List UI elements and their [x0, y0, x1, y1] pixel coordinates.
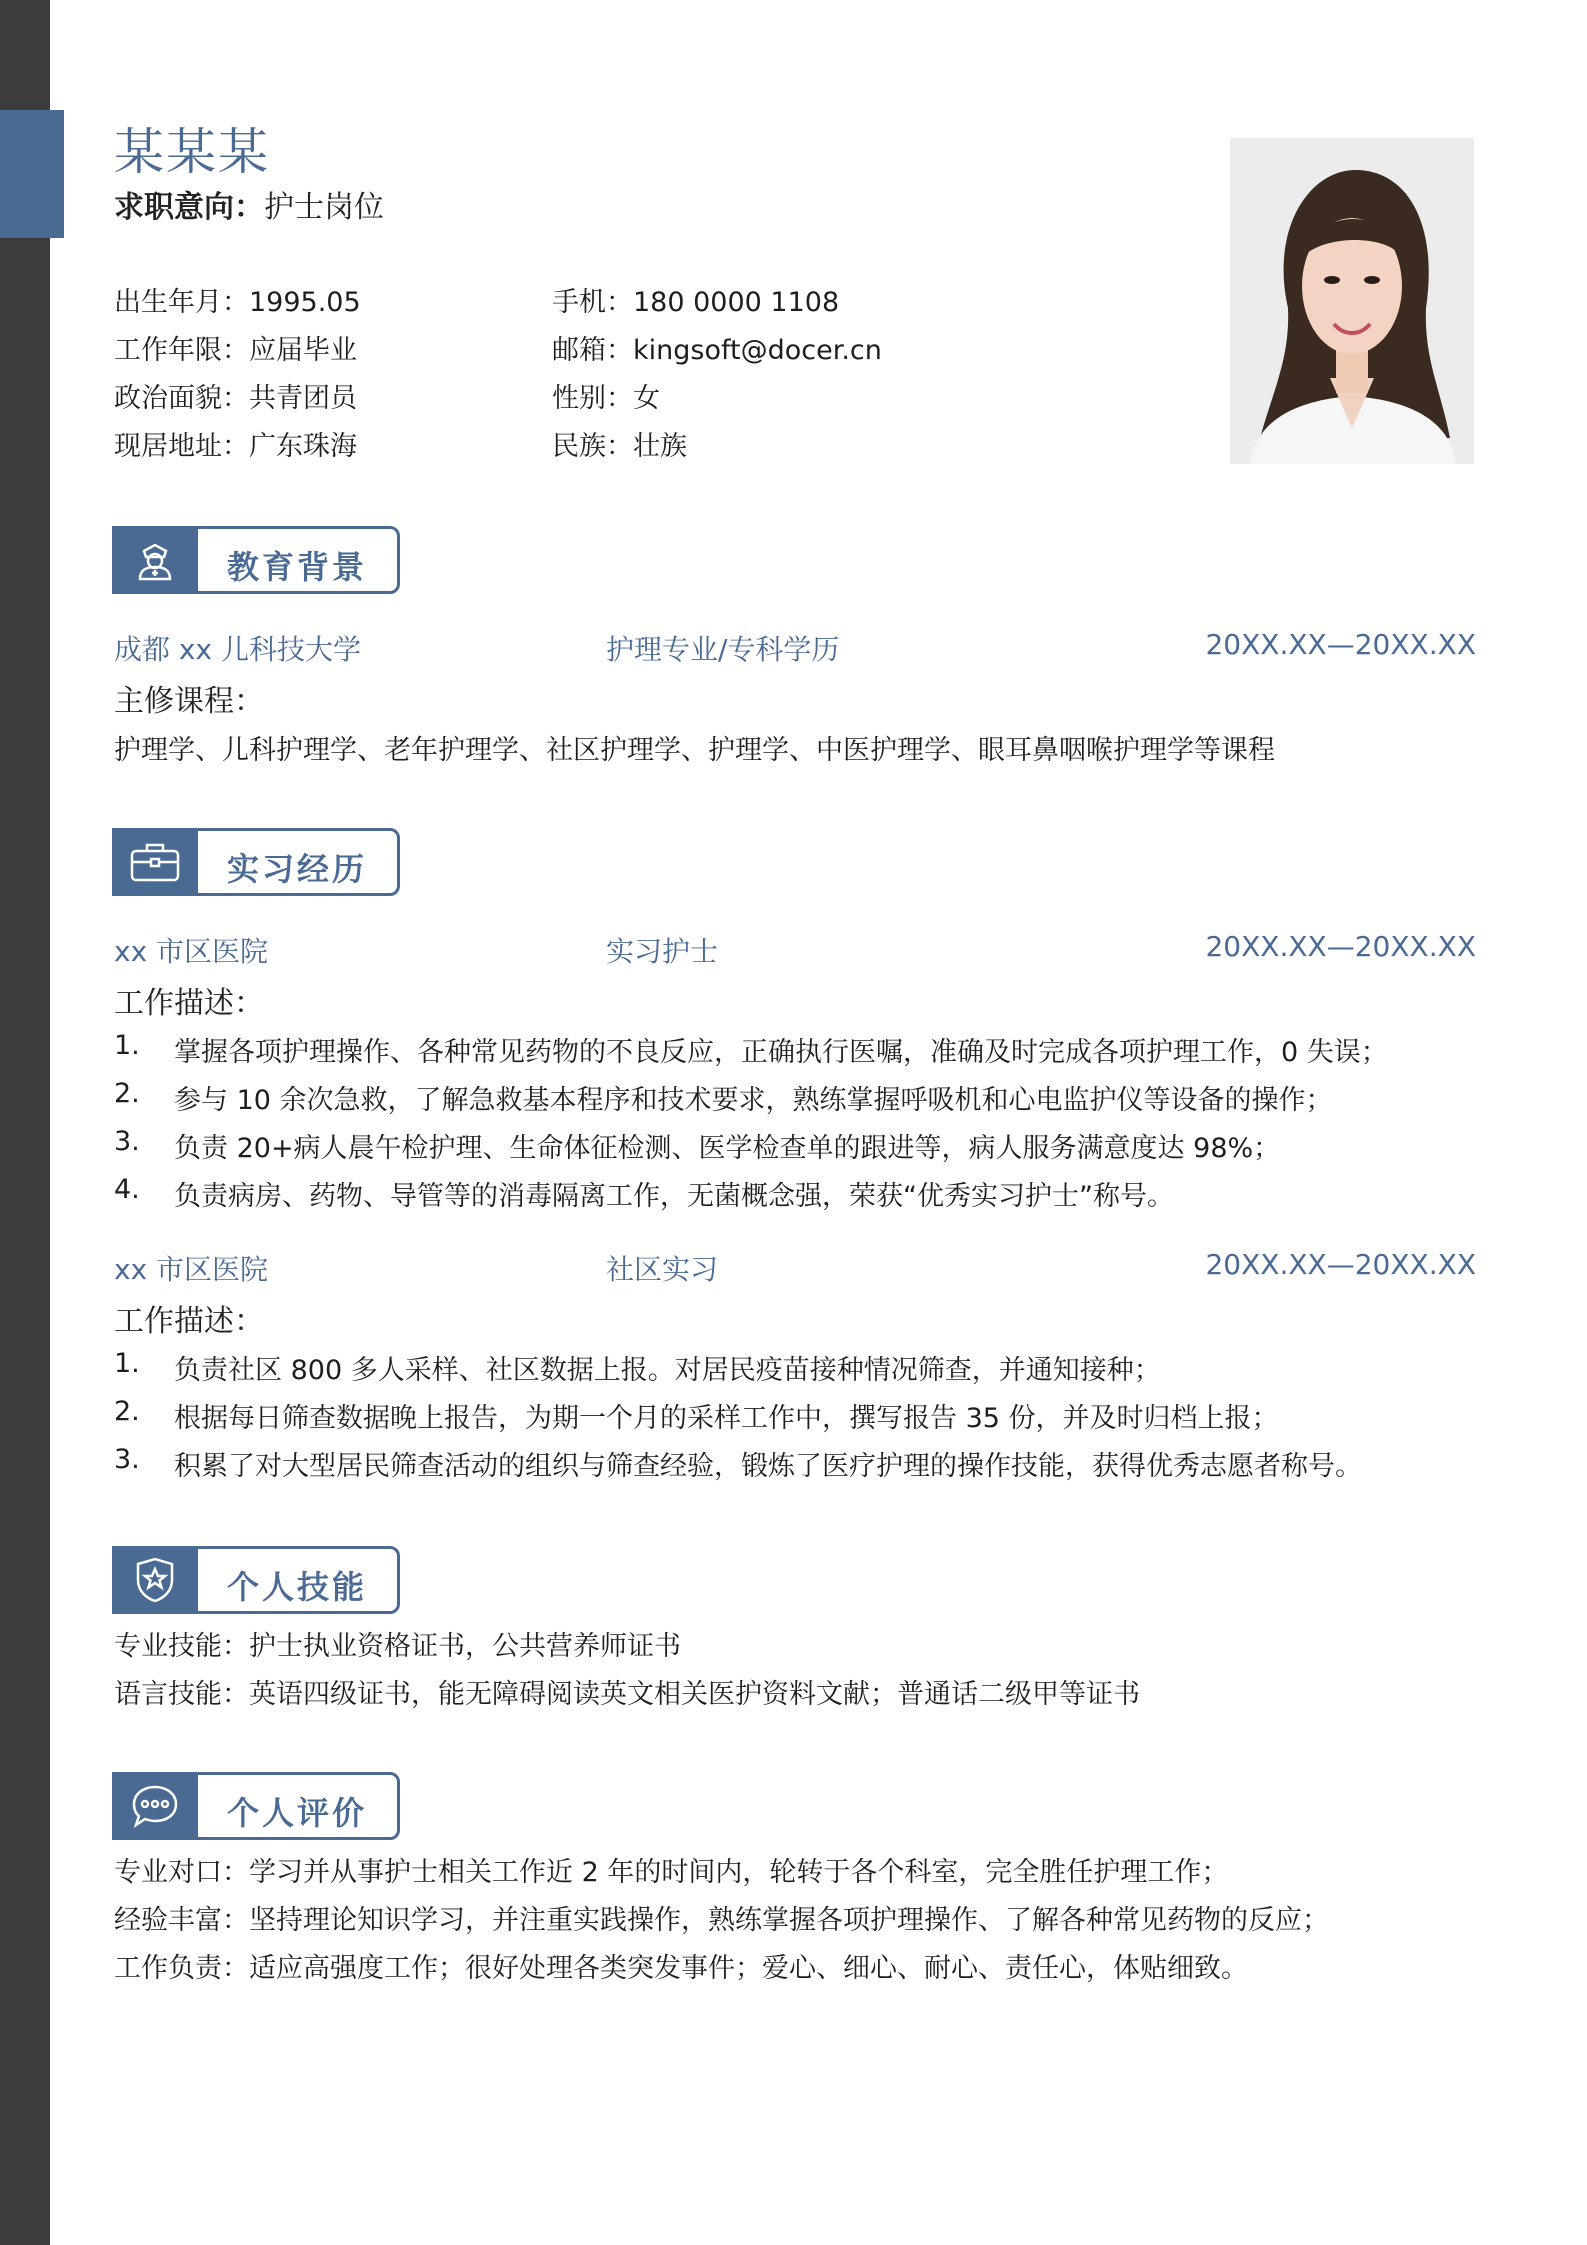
job-org: xx 市区医院 [114, 935, 269, 968]
section-header-skills [112, 1546, 400, 1614]
job-desc-label: 工作描述： [114, 1304, 264, 1339]
list-number: 2. [114, 1396, 140, 1427]
education-major: 护理专业/专科学历 [606, 633, 840, 666]
star-shield-icon [112, 1546, 198, 1614]
list-number: 1. [114, 1030, 140, 1061]
list-text: 负责病房、药物、导管等的消毒隔离工作，无菌概念强，荣获“优秀实习护士”称号。 [174, 1181, 1174, 1212]
skill-language: 语言技能：英语四级证书，能无障碍阅读英文相关医护资料文献；普通话二级甲等证书 [114, 1679, 1140, 1710]
job-intent [114, 182, 384, 226]
list-text: 积累了对大型居民筛查活动的组织与筛查经验，锻炼了医疗护理的操作技能，获得优秀志愿者称号。 [174, 1451, 1362, 1482]
skill-professional: 专业技能：护士执业资格证书，公共营养师证书 [114, 1631, 681, 1662]
list-text: 负责社区 800 多人采样、社区数据上报。对居民疫苗接种情况筛查，并通知接种； [174, 1355, 1161, 1386]
education-school: 成都 xx 儿科技大学 [114, 633, 361, 666]
chat-bubble-icon [112, 1772, 198, 1840]
nurse-icon [112, 526, 198, 594]
section-header-education [112, 526, 400, 594]
info-phone[interactable]: 手机：180 0000 1108 [552, 287, 840, 318]
section-title-internship: 实习经历 [227, 850, 368, 888]
job-intent-label: 求职意向： [114, 190, 264, 225]
list-number: 3. [114, 1126, 140, 1157]
list-number: 2. [114, 1078, 140, 1109]
courses-label: 主修课程： [114, 684, 264, 719]
info-address: 现居地址：广东珠海 [114, 431, 357, 462]
courses-text: 护理学、儿科护理学、老年护理学、社区护理学、护理学、中医护理学、眼耳鼻咽喉护理学等课程 [114, 735, 1275, 766]
job-period: 20XX.XX—20XX.XX [1205, 1248, 1476, 1281]
list-text: 根据每日筛查数据晚上报告，为期一个月的采样工作中，撰写报告 35 份，并及时归档上报； [174, 1403, 1279, 1434]
job-intent-value: 护士岗位 [264, 190, 384, 225]
section-title-skills: 个人技能 [227, 1568, 368, 1606]
job-duty-list [114, 1348, 1494, 1492]
list-item [114, 1126, 1494, 1174]
list-item [114, 1396, 1494, 1444]
header-accent-block [0, 110, 64, 238]
list-item [114, 1444, 1494, 1492]
job-role: 社区实习 [606, 1253, 719, 1286]
evaluation-item: 专业对口：学习并从事护士相关工作近 2 年的时间内，轮转于各个科室，完全胜任护理工作； [114, 1857, 1229, 1888]
list-number: 3. [114, 1444, 140, 1475]
job-desc-label: 工作描述： [114, 986, 264, 1021]
list-item [114, 1348, 1494, 1396]
info-gender: 性别：女 [552, 383, 660, 414]
section-title-evaluation: 个人评价 [227, 1794, 368, 1832]
evaluation-item: 经验丰富：坚持理论知识学习，并注重实践操作，熟练掌握各项护理操作、了解各种常见药物的反应； [114, 1905, 1329, 1936]
job-duty-list [114, 1030, 1494, 1222]
briefcase-icon [112, 828, 198, 896]
evaluation-item: 工作负责：适应高强度工作；很好处理各类突发事件；爱心、细心、耐心、责任心，体贴细致。 [114, 1953, 1248, 1984]
section-title-education: 教育背景 [227, 548, 368, 586]
info-email[interactable]: 邮箱：kingsoft@docer.cn [552, 335, 882, 366]
section-header-internship [112, 828, 400, 896]
list-item [114, 1174, 1494, 1222]
info-politics: 政治面貌：共青团员 [114, 383, 357, 414]
job-role: 实习护士 [606, 935, 719, 968]
info-ethnicity: 民族：壮族 [552, 431, 687, 462]
list-item [114, 1030, 1494, 1078]
education-period: 20XX.XX—20XX.XX [1205, 628, 1476, 661]
candidate-name: 某某某 [114, 123, 270, 181]
list-number: 1. [114, 1348, 140, 1379]
list-text: 掌握各项护理操作、各种常见药物的不良反应，正确执行医嘱，准确及时完成各项护理工作，0 失误； [174, 1037, 1388, 1068]
left-sidebar-bar [0, 0, 50, 2245]
job-org: xx 市区医院 [114, 1253, 269, 1286]
list-text: 负责 20+病人晨午检护理、生命体征检测、医学检查单的跟进等，病人服务满意度达 98%； [174, 1133, 1281, 1164]
info-birth: 出生年月：1995.05 [114, 287, 361, 318]
profile-photo [1230, 138, 1474, 464]
info-years: 工作年限：应届毕业 [114, 335, 357, 366]
list-number: 4. [114, 1174, 140, 1205]
section-header-evaluation [112, 1772, 400, 1840]
list-text: 参与 10 余次急救，了解急救基本程序和技术要求，熟练掌握呼吸机和心电监护仪等设备的操作； [174, 1085, 1333, 1116]
list-item [114, 1078, 1494, 1126]
job-period: 20XX.XX—20XX.XX [1205, 930, 1476, 963]
